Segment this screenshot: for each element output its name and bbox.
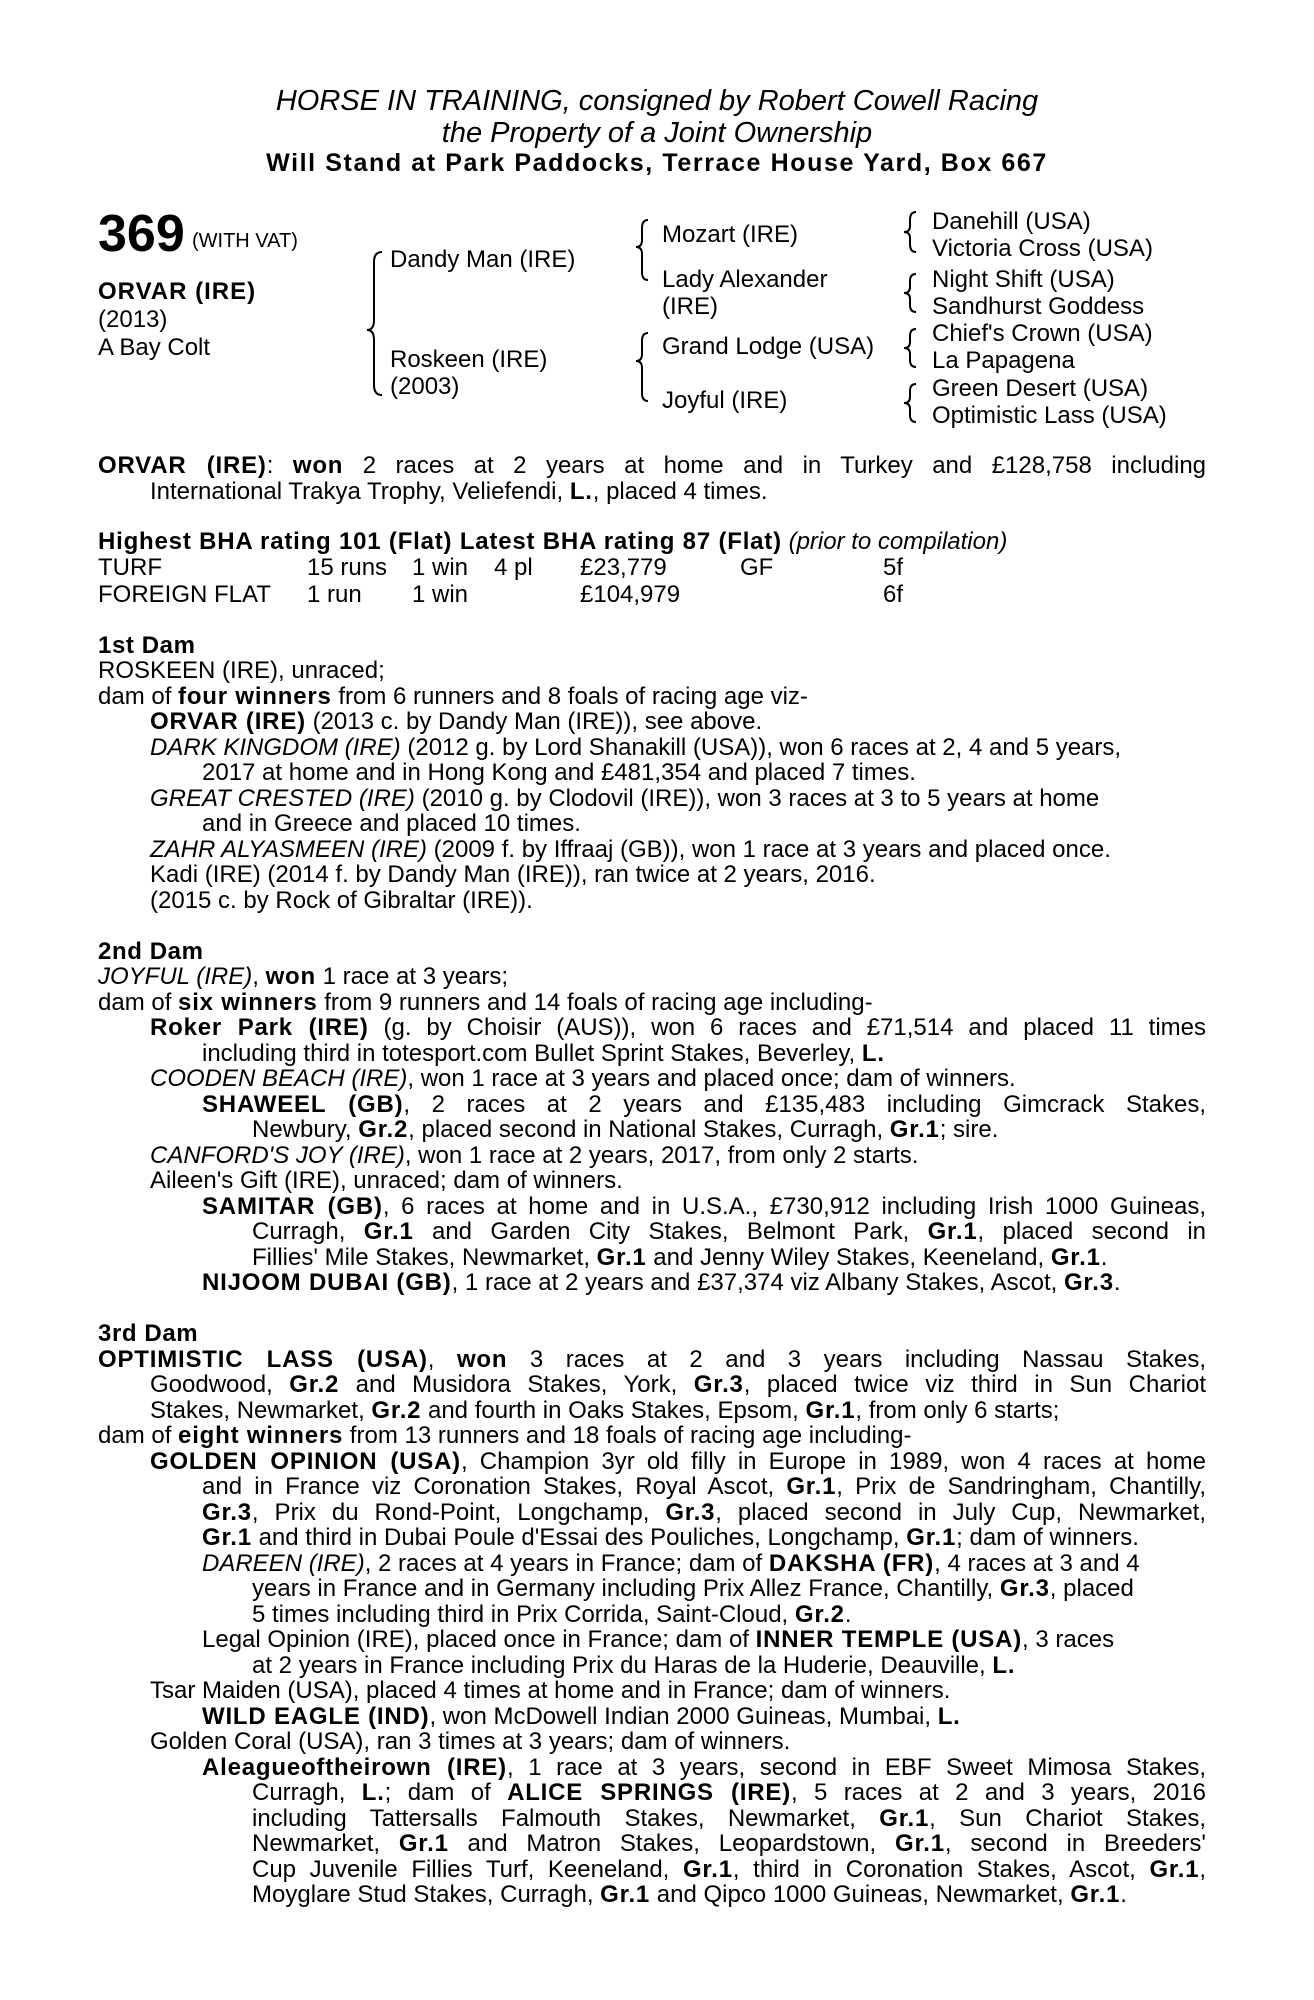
grade-tag: Gr.3	[999, 1575, 1050, 1602]
text: , won 1 race at 3 years and placed once; dam of winners.	[407, 1065, 1016, 1092]
second-dam-heading: 2nd Dam	[98, 938, 204, 965]
ratings-row-foreign-wins: 1 win	[412, 581, 469, 608]
pedigree-dam-line2: (2003)	[390, 373, 460, 400]
dam3-line-8	[202, 1524, 1139, 1552]
pedigree-dam-line1: Roskeen (IRE)	[390, 346, 548, 373]
text: , Sun Chariot Stakes,	[929, 1805, 1206, 1832]
summary-line-1: ORVAR (IRE): won 2 races at 2 years at home and in Turkey and £128,758 including	[98, 452, 1207, 479]
grade-tag: Gr.1	[1050, 1244, 1101, 1271]
grade-tag: Gr.1	[927, 1218, 978, 1245]
dam2-line-7	[252, 1116, 998, 1144]
text: Goodwood,	[150, 1371, 290, 1398]
text: 3 races at 2 and 3 years including Nassau Stakes,	[507, 1346, 1206, 1373]
first-dam-heading: 1st Dam	[98, 632, 196, 659]
text: Newmarket,	[252, 1830, 399, 1857]
text: and third in Dubai Poule d'Essai des Pouliches, Longchamp,	[251, 1524, 907, 1551]
text: Moyglare Stud Stakes, Curragh,	[252, 1881, 601, 1908]
summary-horse-name: ORVAR (IRE)	[98, 452, 267, 479]
text: from 6 runners and 8 foals of racing age viz-	[331, 683, 808, 710]
text: , placed twice viz third in Sun Chariot	[743, 1371, 1206, 1398]
pedigree-g8: Optimistic Lass (USA)	[932, 402, 1167, 429]
dam3-line-12	[202, 1626, 1114, 1654]
text: , placed second in National Stakes, Curragh,	[408, 1116, 890, 1143]
grade-tag: Gr.2	[358, 1116, 409, 1143]
dam3-line-22	[252, 1881, 1127, 1909]
text: , placed second in July Cup, Newmarket,	[715, 1499, 1206, 1526]
grade-tag: Gr.1	[1149, 1856, 1200, 1883]
dam1-line-4	[150, 734, 1121, 762]
dam3-line-18	[252, 1779, 1206, 1807]
text: , placed second in	[977, 1218, 1207, 1245]
text: (2009 f. by Iffraaj (GB)), won 1 race at 3 years and placed once.	[426, 836, 1111, 863]
ratings-line	[98, 528, 1007, 556]
dam3-line-9	[202, 1550, 1140, 1578]
third-dam-heading: 3rd Dam	[98, 1320, 199, 1347]
grade-tag: Gr.1	[889, 1116, 940, 1143]
pedigree-g6: La Papagena	[932, 347, 1075, 374]
dam3-line-13	[252, 1652, 1015, 1680]
ratings-row-turf-earnings: £23,779	[580, 554, 667, 581]
ratings-row-foreign-distance: 6f	[883, 581, 904, 608]
text: ; dam of	[384, 1779, 508, 1806]
pedigree-g7: Green Desert (USA)	[932, 375, 1149, 402]
text: , 4 races at 3 and 4	[934, 1550, 1140, 1577]
horse-ref: NIJOOM DUBAI (GB)	[202, 1269, 452, 1296]
summary-line-2	[150, 478, 768, 506]
dam2-line-11	[252, 1218, 1206, 1246]
text: and Matron Stakes, Leopardstown,	[448, 1830, 895, 1857]
grade-tag: Gr.2	[794, 1601, 845, 1628]
grade-tag: Gr.3	[1063, 1269, 1114, 1296]
brace-gen3-a	[904, 212, 916, 252]
dam1-line-9: Kadi (IRE) (2014 f. by Dandy Man (IRE)), ran twice at 2 years, 2016.	[150, 861, 876, 888]
dam1-line-7: and in Greece and placed 10 times.	[202, 810, 581, 837]
text: , Champion 3yr old filly in Europe in 1989, won 4 races at home	[460, 1448, 1206, 1475]
header-ownership: the Property of a Joint Ownership	[441, 117, 873, 149]
grade-tag: Gr.2	[371, 1397, 422, 1424]
text: Curragh,	[252, 1218, 364, 1245]
horse-ref: SAMITAR (GB)	[202, 1193, 383, 1220]
vat-note: (WITH VAT)	[192, 230, 298, 252]
dam3-line-20	[252, 1830, 1206, 1858]
header-location: Will Stand at Park Paddocks, Terrace House Yard, Box 667	[266, 149, 1048, 177]
header-consignor: HORSE IN TRAINING, consigned by Robert Cowell Racing	[275, 85, 1039, 117]
pedigree-g4: Sandhurst Goddess	[932, 293, 1145, 320]
text: , won 1 race at 2 years, 2017, from only 2 starts.	[404, 1142, 919, 1169]
text: including Tattersalls Falmouth Stakes, Newmarket,	[252, 1805, 880, 1832]
won: won	[456, 1346, 508, 1373]
text: 1 race at 3 years;	[315, 963, 509, 990]
text: and in France viz Coronation Stakes, Royal Ascot,	[202, 1473, 787, 1500]
dam2-line-5	[150, 1065, 1016, 1093]
text: , from only 6 starts;	[855, 1397, 1060, 1424]
text: dam of	[98, 1422, 179, 1449]
text: (2013 c. by Dandy Man (IRE)), see above.	[305, 708, 763, 735]
summary-text-3: , placed 4 times.	[592, 478, 768, 505]
text: and fourth in Oaks Stakes, Epsom,	[421, 1397, 806, 1424]
grade-tag: Gr.1	[682, 1856, 733, 1883]
ratings-row-foreign-type: FOREIGN FLAT	[98, 581, 271, 608]
grade-tag: Gr.1	[879, 1805, 930, 1832]
text: and Musidora Stakes, York,	[339, 1371, 694, 1398]
text: from 13 runners and 18 foals of racing age including-	[343, 1422, 912, 1449]
ratings-row-foreign-runs: 1 run	[307, 581, 362, 608]
text: Fillies' Mile Stakes, Newmarket,	[252, 1244, 597, 1271]
grade-tag: L.	[361, 1779, 385, 1806]
pedigree-sire-dam-line2: (IRE)	[662, 293, 718, 320]
horse-ref: ZAHR ALYASMEEN (IRE)	[150, 836, 427, 863]
text: , won McDowell Indian 2000 Guineas, Mumbai,	[429, 1703, 938, 1730]
ratings-row-turf-wins: 1 win	[412, 554, 469, 581]
dam3-line-7	[202, 1499, 1206, 1527]
pedigree-sire-dam-line1: Lady Alexander	[662, 266, 828, 293]
horse-ref: WILD EAGLE (IND)	[202, 1703, 430, 1730]
text: , Prix du Rond-Point, Longchamp,	[251, 1499, 666, 1526]
dam3-line-21	[252, 1856, 1206, 1884]
summary-won: won	[292, 452, 344, 479]
horse-ref: GOLDEN OPINION (USA)	[150, 1448, 461, 1475]
dam3-line-6	[202, 1473, 1206, 1501]
pedigree-g5: Chief's Crown (USA)	[932, 320, 1153, 347]
dam2-line-9: Aileen's Gift (IRE), unraced; dam of winners.	[150, 1167, 623, 1194]
text: , Prix de Sandringham, Chantilly,	[836, 1473, 1206, 1500]
brace-gen1	[367, 252, 382, 395]
grade-tag: Gr.1	[600, 1881, 651, 1908]
text: Curragh,	[252, 1779, 362, 1806]
grade-tag: Gr.3	[665, 1499, 716, 1526]
brace-gen3-b	[904, 274, 916, 312]
ratings-row-turf-runs: 15 runs	[307, 554, 388, 581]
dam1-line-8	[150, 836, 1111, 864]
text: dam of	[98, 989, 179, 1016]
dam2-line-12	[252, 1244, 1107, 1272]
dam3-line-4	[98, 1422, 911, 1450]
horse-ref: ALICE SPRINGS (IRE)	[507, 1779, 792, 1806]
dam2-line-4	[202, 1040, 885, 1068]
dam3-line-14: Tsar Maiden (USA), placed 4 times at home and in France; dam of winners.	[150, 1677, 951, 1704]
dam3-line-16: Golden Coral (USA), ran 3 times at 3 years; dam of winners.	[150, 1728, 791, 1755]
winners-count: eight winners	[178, 1422, 344, 1449]
grade-tag: Gr.1	[786, 1473, 837, 1500]
dam1-line-1: ROSKEEN (IRE), unraced;	[98, 657, 385, 684]
text: and Garden City Stakes, Belmont Park,	[413, 1218, 928, 1245]
ratings-row-turf-distance: 5f	[883, 554, 904, 581]
dam3-line-15	[202, 1703, 961, 1731]
horse-ref: GREAT CRESTED (IRE)	[150, 785, 415, 812]
brace-gen2-dam	[636, 333, 648, 401]
text: , second in Breeders'	[944, 1830, 1206, 1857]
text: ; dam of winners.	[956, 1524, 1139, 1551]
winners-count: six winners	[178, 989, 318, 1016]
summary-text-1: 2 races at 2 years at home and in Turkey and £128,758 including	[362, 452, 1207, 479]
text: years in France and in Germany including Prix Allez France, Chantilly,	[252, 1575, 1000, 1602]
text: , placed	[1049, 1575, 1134, 1602]
dam1-line-6	[150, 785, 1099, 813]
horse-ref: DAREEN (IRE)	[202, 1550, 365, 1577]
dam2-line-6	[202, 1091, 1206, 1119]
dam3-line-1	[98, 1346, 1206, 1374]
winners-count: four winners	[178, 683, 332, 710]
dam2-line-1	[98, 963, 508, 991]
grade-tag: L.	[937, 1703, 961, 1730]
dam3-line-3	[150, 1397, 1059, 1425]
text: .	[1113, 1269, 1121, 1296]
text: including third in totesport.com Bullet Sprint Stakes, Beverley,	[202, 1040, 862, 1067]
ratings-row-foreign-earnings: £104,979	[580, 581, 681, 608]
dam2-line-2	[98, 989, 873, 1017]
won: won	[265, 963, 316, 990]
grade-tag: L.	[861, 1040, 885, 1067]
grade-tag: Gr.1	[1070, 1881, 1121, 1908]
text: , 6 races at home and in U.S.A., £730,912 including Irish 1000 Guineas,	[382, 1193, 1207, 1220]
text: , 3 races	[1022, 1626, 1115, 1653]
text: Newbury,	[252, 1116, 359, 1143]
text: , 1 race at 3 years, second in EBF Sweet Mimosa Stakes,	[506, 1754, 1206, 1781]
horse-ref: ORVAR (IRE)	[150, 708, 306, 735]
dam2-line-10	[202, 1193, 1206, 1221]
pedigree-g1: Danehill (USA)	[932, 208, 1091, 235]
dam3-line-2	[150, 1371, 1206, 1399]
dam1-line-5: 2017 at home and in Hong Kong and £481,354 and placed 7 times.	[202, 759, 916, 786]
text: ,	[1199, 1856, 1207, 1883]
text: at 2 years in France including Prix du Haras de la Huderie, Deauville,	[252, 1652, 993, 1679]
lot-number: 369	[98, 205, 185, 263]
text: and Qipco 1000 Guineas, Newmarket,	[650, 1881, 1071, 1908]
dam3-line-5	[150, 1448, 1206, 1476]
ratings-note: (prior to compilation)	[788, 528, 1008, 555]
horse-ref: JOYFUL (IRE)	[98, 963, 253, 990]
grade-tag: Gr.1	[894, 1830, 945, 1857]
pedigree-g3: Night Shift (USA)	[932, 266, 1115, 293]
text: ; sire.	[939, 1116, 999, 1143]
horse-ref: INNER TEMPLE (USA)	[755, 1626, 1023, 1653]
horse-ref: COODEN BEACH (IRE)	[150, 1065, 408, 1092]
grade-tag: Gr.1	[906, 1524, 957, 1551]
grade-tag: L.	[569, 478, 593, 505]
text: Legal Opinion (IRE), placed once in France; dam of	[202, 1626, 756, 1653]
grade-tag: Gr.1	[398, 1830, 449, 1857]
dam3-line-10	[252, 1575, 1134, 1603]
text: 5 times including third in Prix Corrida, Saint-Cloud,	[252, 1601, 795, 1628]
horse-ref: DAKSHA (FR)	[768, 1550, 935, 1577]
grade-tag: Gr.3	[202, 1499, 252, 1526]
pedigree-dam-sire: Grand Lodge (USA)	[662, 333, 875, 360]
text: from 9 runners and 14 foals of racing age including-	[317, 989, 873, 1016]
ratings-row-turf-type: TURF	[98, 554, 162, 581]
text: Cup Juvenile Fillies Turf, Keeneland,	[252, 1856, 683, 1883]
brace-gen3-d	[904, 384, 916, 422]
pedigree-g2: Victoria Cross (USA)	[932, 235, 1153, 262]
ratings-row-turf-placed: 4 pl	[494, 554, 533, 581]
ratings-row-turf-going: GF	[740, 554, 774, 581]
horse-ref: CANFORD'S JOY (IRE)	[150, 1142, 405, 1169]
grade-tag: L.	[992, 1652, 1016, 1679]
dam3-line-17	[202, 1754, 1206, 1782]
text: ,	[427, 1346, 457, 1373]
dam2-line-3	[150, 1014, 1206, 1042]
text: , third in Coronation Stakes, Ascot,	[732, 1856, 1150, 1883]
text: (2012 g. by Lord Shanakill (USA)), won 6 races at 2, 4 and 5 years,	[400, 734, 1122, 761]
horse-ref: DARK KINGDOM (IRE)	[150, 734, 401, 761]
dam1-line-2	[98, 683, 808, 711]
summary-text-2: International Trakya Trophy, Veliefendi,	[150, 478, 570, 505]
horse-description: A Bay Colt	[98, 334, 211, 361]
brace-gen2-sire	[636, 220, 648, 280]
grade-tag: Gr.1	[805, 1397, 856, 1424]
text: Stakes, Newmarket,	[150, 1397, 372, 1424]
grade-tag: Gr.1	[596, 1244, 647, 1271]
dam1-line-10: (2015 c. by Rock of Gibraltar (IRE)).	[150, 887, 533, 914]
text: .	[1120, 1881, 1127, 1908]
text: , 2 races at 2 years and £135,483 including Gimcrack Stakes,	[403, 1091, 1206, 1118]
grade-tag: Gr.3	[693, 1371, 744, 1398]
pedigree-sire: Dandy Man (IRE)	[390, 246, 576, 273]
pedigree-braces	[0, 0, 1314, 440]
text: (2010 g. by Clodovil (IRE)), won 3 races at 3 to 5 years at home	[414, 785, 1100, 812]
text: , 5 races at 2 and 3 years, 2016	[791, 1779, 1207, 1806]
text: (g. by Choisir (AUS)), won 6 races and £71,514 and placed 11 times	[368, 1014, 1207, 1041]
grade-tag: Gr.2	[289, 1371, 340, 1398]
text: , 1 race at 2 years and £37,374 viz Albany Stakes, Ascot,	[451, 1269, 1064, 1296]
horse-name: ORVAR (IRE)	[98, 278, 257, 305]
text: .	[844, 1601, 852, 1628]
dam2-line-8	[150, 1142, 918, 1170]
dam3-line-19	[252, 1805, 1206, 1833]
brace-gen3-c	[904, 329, 916, 367]
text: and Jenny Wiley Stakes, Keeneland,	[646, 1244, 1051, 1271]
grade-tag: Gr.1	[363, 1218, 414, 1245]
dam3-line-11	[252, 1601, 851, 1629]
horse-ref: Roker Park (IRE)	[150, 1014, 369, 1041]
dam2-line-13	[202, 1269, 1121, 1297]
pedigree-dam-dam: Joyful (IRE)	[662, 387, 788, 414]
horse-ref: OPTIMISTIC LASS (USA)	[98, 1346, 428, 1373]
text: dam of	[98, 683, 179, 710]
grade-tag: Gr.1	[202, 1524, 252, 1551]
horse-ref: SHAWEEL (GB)	[202, 1091, 404, 1118]
horse-year: (2013)	[98, 306, 168, 333]
text: , 2 races at 4 years in France; dam of	[364, 1550, 769, 1577]
ratings-highest: Highest BHA rating 101 (Flat) Latest BHA rating 87 (Flat)	[98, 528, 782, 555]
horse-ref: Aleagueoftheirown (IRE)	[202, 1754, 507, 1781]
dam1-line-3	[150, 708, 762, 736]
pedigree-sire-sire: Mozart (IRE)	[662, 221, 799, 248]
text: ,	[252, 963, 266, 990]
text: .	[1100, 1244, 1108, 1271]
